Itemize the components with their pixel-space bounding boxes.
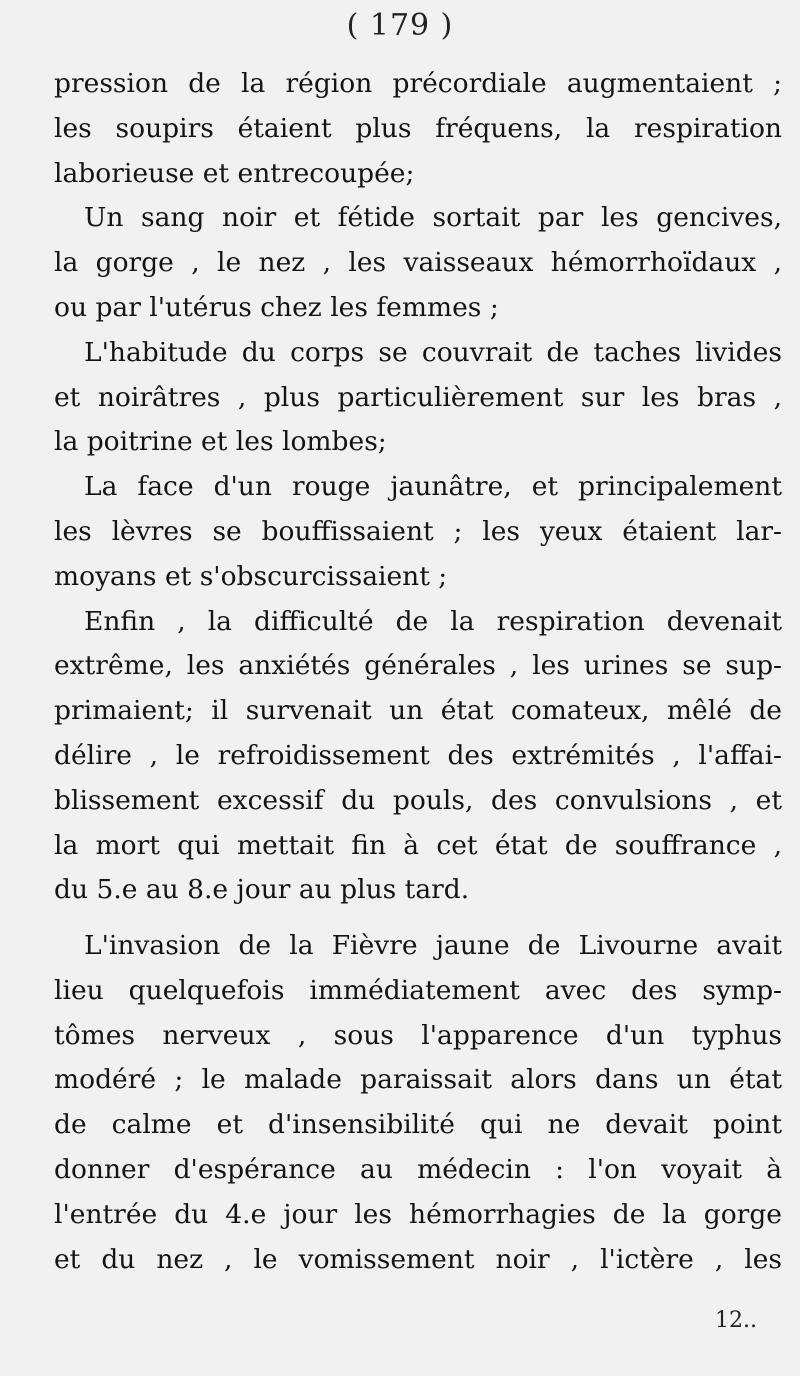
text-line: la mort qui mettait fin à cet état de souffrance , (54, 829, 782, 861)
text-line: Un sang noir et fétide sortait par les gencives, (84, 202, 782, 234)
text-line: et noirâtres , plus particulièrement sur les bras , (54, 381, 782, 413)
text-line: la gorge , le nez , les vaisseaux hémorrhoïdaux , (54, 247, 782, 279)
page-number: ( 179 ) (346, 8, 454, 43)
text-line: L'invasion de la Fièvre jaune de Livourne avait (84, 930, 782, 961)
text-line: les soupirs étaient plus fréquens, la respiration (54, 112, 782, 144)
text-line: tômes nerveux , sous l'apparence d'un typhus (54, 1019, 782, 1051)
text-line: les lèvres se bouffissaient ; les yeux étaient lar- (54, 515, 782, 547)
text-section-1 (54, 62, 782, 913)
text-line: ou par l'utérus chez les femmes ; (54, 291, 499, 323)
text-line: la poitrine et les lombes; (54, 426, 387, 458)
text-line: de calme et d'insensibilité qui ne devait point (54, 1109, 782, 1141)
text-line: La face d'un rouge jaunâtre, et principalement (84, 471, 782, 503)
text-line: donner d'espérance au médecin : l'on voyait à (54, 1153, 782, 1185)
text-line: et du nez , le vomissement noir , l'ictère , les (54, 1243, 782, 1275)
text-line: Enfin , la difficulté de la respiration devenait (84, 605, 782, 637)
text-line: du 5.e au 8.e jour au plus tard. (54, 874, 470, 906)
text-section-2 (54, 924, 782, 1282)
text-line: laborieuse et entrecoupée; (54, 157, 415, 189)
text-line: moyans et s'obscurcissaient ; (54, 560, 448, 592)
text-line: l'entrée du 4.e jour les hémorrhagies de la gorge (54, 1198, 782, 1230)
text-line: modéré ; le malade paraissait alors dans un état (54, 1064, 782, 1096)
text-line: primaient; il survenait un état comateux, mêlé de (54, 695, 782, 727)
text-line: blissement excessif du pouls, des convulsions , et (54, 784, 782, 816)
text-line: délire , le refroidissement des extrémités , l'affai- (54, 739, 782, 771)
text-line: extrême, les anxiétés générales , les urines se sup- (54, 650, 782, 682)
text-line: L'habitude du corps se couvrait de taches livides (84, 336, 782, 368)
text-line: lieu quelquefois immédiatement avec des symp- (54, 974, 782, 1006)
catchword: 12.. (715, 1308, 757, 1333)
text-line: pression de la région précordiale augmentaient ; (54, 68, 782, 99)
